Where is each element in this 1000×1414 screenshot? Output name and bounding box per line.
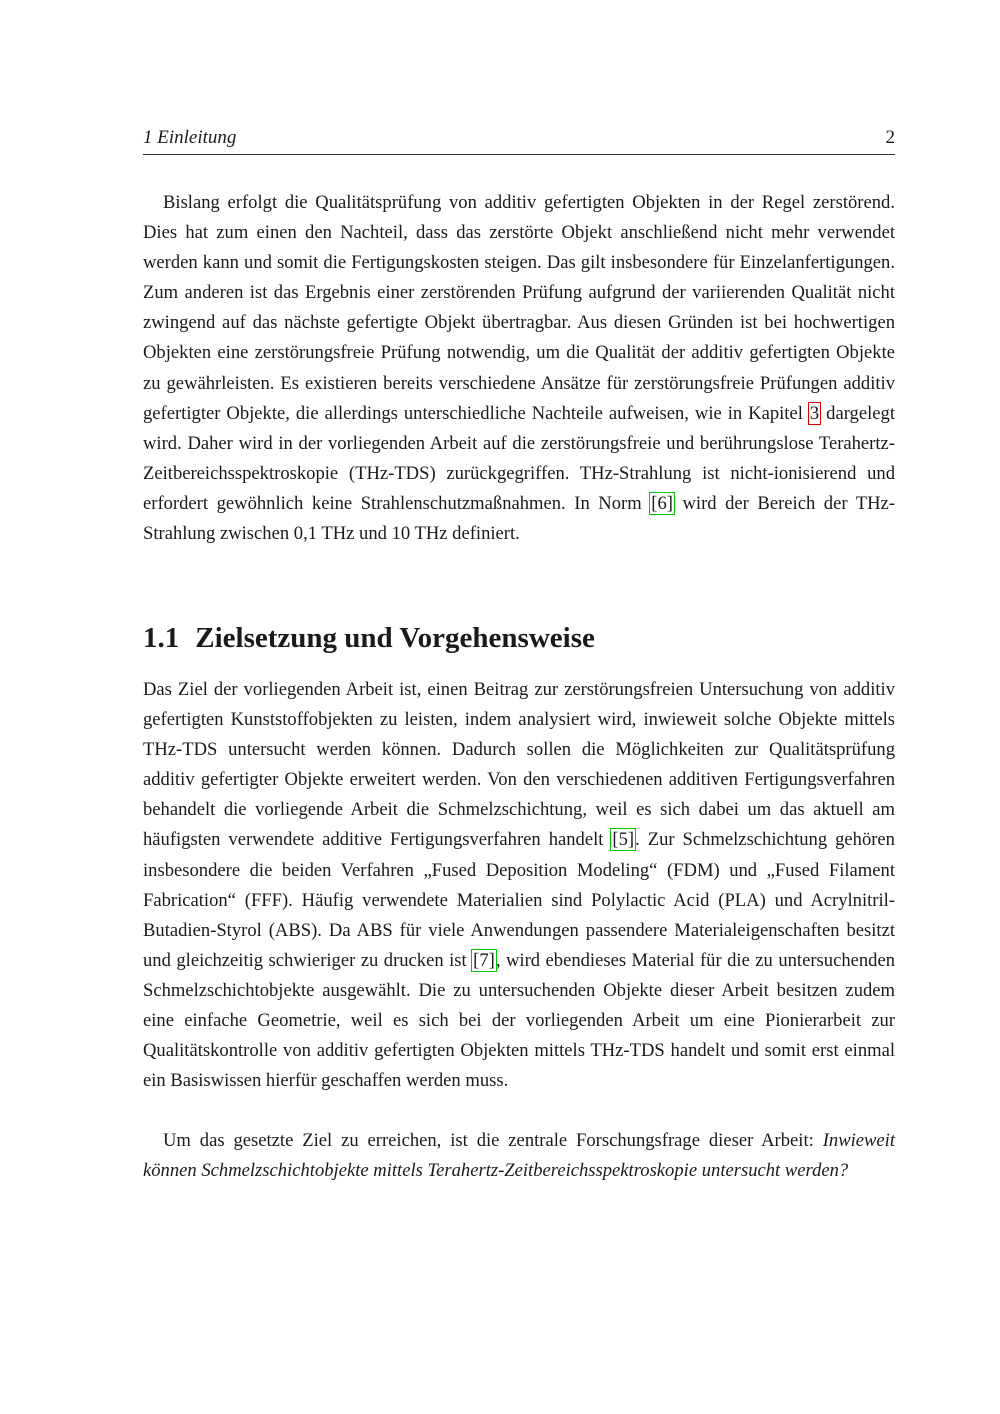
goal-text-2: . Zur Schmelzschichtung gehören insbesondere die beiden Verfahren „Fused Deposition Modeling“ (FDM) und „Fused Filament Fabrication“ (FFF). Häufig verwendete Materialien sind Polylactic Acid (PLA) und Acrylnitril-Butadien-Styrol (ABS). Da ABS für viele Anwendungen passendere Materialeigenschaften besitzt und gleichzeitig schwieriger zu drucken ist <box>143 829 895 971</box>
running-header <box>143 126 895 155</box>
research-question-lead: Um das gesetzte Ziel zu erreichen, ist die zentrale Forschungsfrage dieser Arbeit: <box>163 1130 814 1151</box>
goal-text-3: , wird ebendieses Material für die zu untersuchenden Schmelzschichtobjekte ausgewählt. Die zu untersuchenden Objekte dieser Arbeit besitzen zudem eine einfache Geometrie, weil es sich bei der vorliegenden Arbeit um eine Pionierarbeit zur Qualitätskontrolle von additiv gefertigten Objekten mittels THz-TDS handelt und somit erst einmal ein Basiswissen hierfür geschaffen werden muss. <box>143 949 896 1092</box>
chapter-reference-link[interactable]: 3 <box>809 402 820 424</box>
header-page-number: 2 <box>885 127 895 148</box>
document-page <box>143 0 895 1414</box>
research-question-text: Inwieweit können Schmelzschichtobjekte mittels Terahertz-Zeitbereichsspektroskopie untersucht werden? <box>143 1130 895 1182</box>
intro-text-2: dargelegt wird. Daher wird in der vorliegenden Arbeit auf die zerstörungsfreie und berührungslose Terahertz-Zeitbereichsspektroskopie (THz-TDS) zurückgegriffen. THz-Strahlung ist nicht-ionisierend und erfordert gewöhnlich keine Strahlenschutzmaßnahmen. In Norm <box>143 402 895 514</box>
citation-link-5[interactable]: [5] <box>612 829 635 851</box>
section-number: 1.1 <box>143 622 180 654</box>
intro-text-1: Bislang erfolgt die Qualitätsprüfung von additiv gefertigten Objekten in der Regel zerstörend. Dies hat zum einen den Nachteil, dass das zerstörte Objekt anschließend nicht mehr verwendet werden kann und somit die Fertigungskosten steigen. Das gilt insbesondere für Einzelanfertigungen. Zum anderen ist das Ergebnis einer zerstörenden Prüfung aufgrund der variierenden Qualität nicht zwingend auf das nächste gefertigte Objekt übertragbar. Aus diesen Gründen ist bei hochwertigen Objekten eine zerstörungsfreie Prüfung notwendig, um die Qualität der additiv gefertigten Objekte zu gewährleisten. Es existieren bereits verschiedene Ansätze für zerstörungsfreie Prüfungen additiv gefertigter Objekte, die allerdings unterschiedliche Nachteile aufweisen, wie in Kapitel <box>143 192 895 424</box>
citation-link-6[interactable]: [6] <box>651 492 673 514</box>
intro-paragraph <box>143 188 895 549</box>
citation-link-7[interactable]: [7] <box>473 949 495 971</box>
header-chapter-title: 1 Einleitung <box>143 127 237 148</box>
section-heading <box>143 618 895 658</box>
goal-paragraph <box>143 675 895 1096</box>
goal-text-1: Das Ziel der vorliegenden Arbeit ist, einen Beitrag zur zerstörungsfreien Untersuchung von additiv gefertigten Kunststoffobjekten zu leisten, indem analysiert wird, inwieweit solche Objekte mittels THz-TDS untersucht werden können. Dadurch sollen die Möglichkeiten zur Qualitätsprüfung additiv gefertigter Objekte erweitert werden. Von den verschiedenen additiven Fertigungsverfahren behandelt die vorliegende Arbeit die Schmelzschichtung, weil es sich dabei um das aktuell am häufigsten verwendete additive Fertigungsverfahren handelt <box>143 679 895 851</box>
intro-text-3: wird der Bereich der THz-Strahlung zwischen 0,1 THz und 10 THz definiert. <box>143 492 895 545</box>
section-title-text: Zielsetzung und Vorgehensweise <box>195 622 595 654</box>
research-question-paragraph <box>143 1126 895 1186</box>
